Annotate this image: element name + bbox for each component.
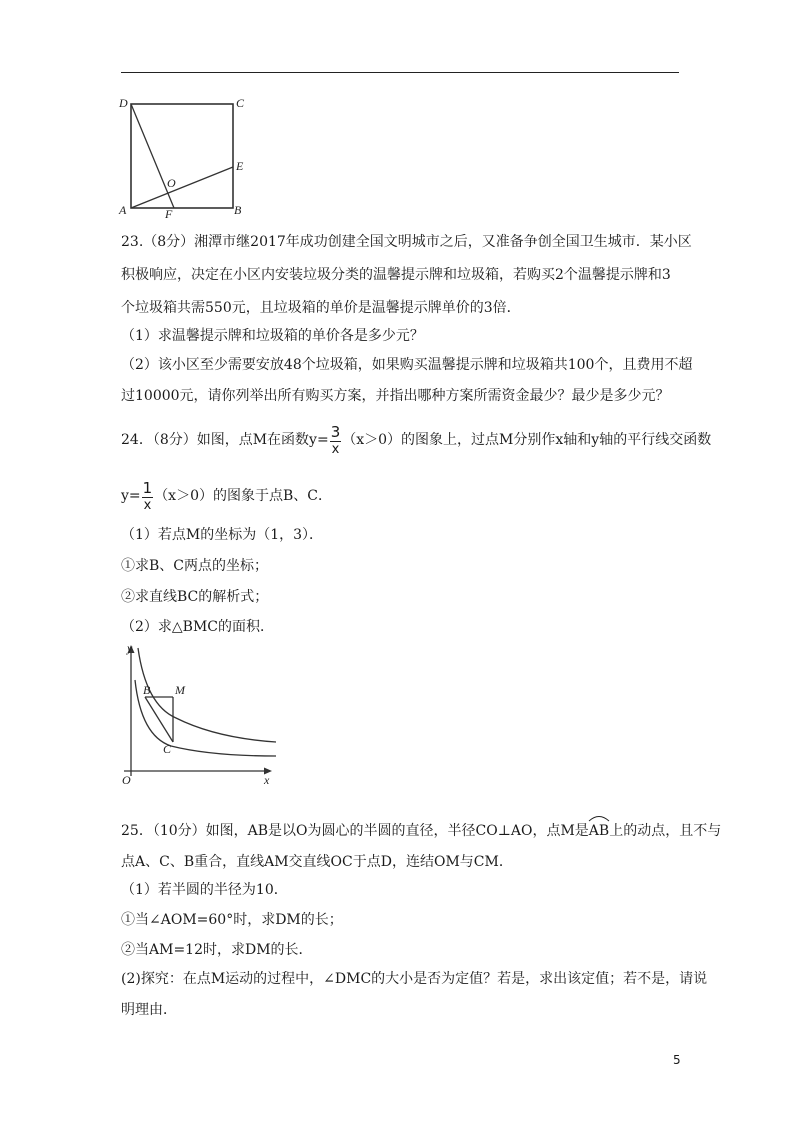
label-b: B [143,683,151,697]
q24-part-1: （1）若点M的坐标为（1，3）． [121,527,324,543]
hyperbola-figure [116,640,286,786]
q23-line-3: 个垃圾箱共需550元，且垃圾箱的单价是温馨提示牌单价的3倍． [121,300,521,316]
q24-line-2 [121,478,332,514]
label-a: A [119,203,127,217]
label-d: D [119,96,128,110]
q24-intro [121,422,711,458]
q23-part-2b: 过10000元，请你列举出所有购买方案，并指出哪种方案所需资金最少？最少是多少元？ [121,388,670,404]
q25-line-1 [121,821,721,841]
q24-line2-text-b: （x＞0）的图象于点B、C． [154,488,332,504]
q23-part-1: （1）求温馨提示牌和垃圾箱的单价各是多少元？ [121,328,424,344]
label-m: M [175,683,185,697]
q25-line1-text-b: 上的动点，且不与 [609,823,722,839]
label-y: y [127,641,133,655]
q25-sub-2: ②当AM=12时，求DM的长． [121,942,313,958]
q24-part-2: （2）求△BMC的面积． [121,619,275,635]
fraction-numerator: 3 [330,422,341,441]
q25-sub-1: ①当∠AOM=60°时，求DM的长； [121,912,343,928]
label-c: C [236,96,245,110]
q24-sub-2: ②求直线BC的解析式； [121,589,269,605]
header-rule [121,72,679,73]
square-figure [118,94,258,220]
label-f: F [165,207,173,220]
label-x: x [264,773,270,786]
q24-sub-1: ①求B、C两点的坐标； [121,558,268,574]
fraction-denominator: x [143,497,152,513]
q24-line2-text-a: y= [121,488,141,504]
q23-line-1: 23.（8分）湘潭市继2017年成功创建全国文明城市之后，又准备争创全国卫生城市．某小区 [121,234,692,250]
curve-y-1-over-x [135,680,276,756]
segment-df [131,104,174,208]
label-o: O [167,176,176,190]
q23-line-2: 积极响应，决定在小区内安装垃圾分类的温馨提示牌和垃圾箱，若购买2个温馨提示牌和3 [121,267,671,283]
label-c: C [163,742,172,756]
q24-intro-text-a: 24．（8分）如图，点M在函数y= [121,432,329,448]
q25-line-2: 点A、C、B重合，直线AM交直线OC于点D，连结OM与CM． [121,854,513,870]
q25-part-2a: (2)探究：在点M运动的过程中，∠DMC的大小是否为定值？若是，求出该定值；若不是，请说 [121,971,708,987]
q25-line1-text-a: 25．（10分）如图，AB是以O为圆心的半圆的直径，半径CO⊥AO，点M是 [121,823,589,839]
q25-part-1: （1）若半圆的半径为10． [121,882,288,898]
fraction-denominator: x [331,441,340,457]
curve-y-3-over-x [138,648,276,742]
fraction-numerator: 1 [142,478,153,497]
page-number: 5 [673,1053,681,1067]
arc-symbol-icon [588,814,610,822]
label-b: B [234,203,242,217]
square-outline [131,104,233,208]
label-o: O [122,773,131,786]
q25-part-2b: 明理由． [121,1002,177,1018]
fraction-1-over-x [142,478,154,513]
segment-ae [131,167,233,208]
q23-part-2a: （2）该小区至少需要安放48个垃圾箱，如果购买温馨提示牌和垃圾箱共100个，且费用不超 [121,357,693,373]
arc-ab-label: AB [588,823,610,839]
label-e: E [236,159,244,173]
segment-bc [145,697,173,742]
q24-intro-text-b: （x＞0）的图象上，过点M分别作x轴和y轴的平行线交函数 [342,432,712,448]
fraction-3-over-x [330,422,342,457]
arc-ab-notation [589,821,609,841]
